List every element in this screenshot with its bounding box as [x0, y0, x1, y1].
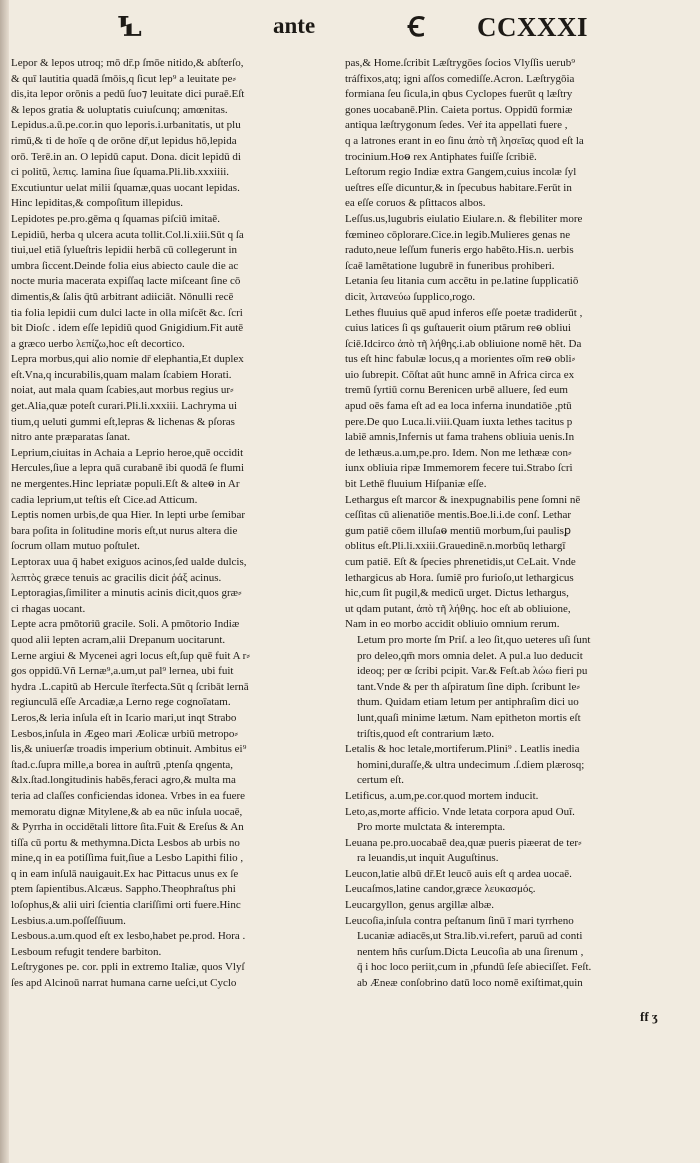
text-line: Leptis nomen urbis,de qua Hier. In lepti urbe ſemibar	[11, 509, 245, 522]
text-line: ne mergentes.Hinc lepriatæ populi.Eſt & alteⱺ in Ar	[11, 478, 240, 491]
text-line: ſtad.c.ſupra mille,a borea in auſtrū ,ptenſa qngenta,	[11, 758, 234, 771]
folio-number: CCXXXI	[477, 12, 588, 42]
text-line: umbra ſiccent.Deinde folia eius abiecto caule die ac	[11, 259, 239, 272]
text-line: dicit, λιτανεύω ſupplico,rogo.	[345, 290, 476, 303]
text-line: q in eam inſulā nauigauit.Ex hac Pittacus unus ex ſe	[11, 867, 239, 880]
text-line: λεπτὸς græce tenuis ac gracilis dicit ῥάξ acinus.	[11, 571, 222, 584]
text-line: ideoq; per œ ſcribi pcipit. Var.& Feſt.ab λώω fieri pu	[357, 665, 588, 678]
text-line: gos oppidū.Vñ Lernæ⁹,a.um,ut pal⁹ lernea, ubi fuit	[11, 665, 234, 678]
text-line: ptem ſapientibus.Alcæus. Sappho.Theophraſtus phi	[11, 883, 236, 896]
text-line: bit Dioſc . idem eſſe lepidiū quod Gnigidium.Fit autē	[11, 322, 244, 335]
text-line: Leſtrygones pe. cor. ppli in extremo Italiæ, quos Vlyſ	[11, 961, 245, 974]
text-line: ci rhagas uocant.	[11, 602, 86, 615]
text-line: nocte muria macerata expiſſaq lacte miſceant ſine cō	[11, 275, 241, 288]
text-line: certum eſt.	[357, 774, 405, 787]
text-line: gum patiē cōem illuſaⱺ mentiū morbum,ſui paulisꝑ	[345, 524, 571, 537]
text-line: orō. Terē.in an. O lepidū caput. Dona. dicit lepidū di	[11, 150, 241, 163]
text-line: ſes apd Alcinoū narrat humana carne ueſci,ut Cyclo	[11, 977, 237, 990]
text-line: regiunculā eſſe Arcadiæ,a Lerno rege cognoīatam.	[11, 696, 231, 709]
text-line: Excutiuntur uelat milii ſquamæ,quas uocant lepidas.	[11, 181, 240, 194]
text-line: Lepidotes pe.pro.gēma q ſquamas piſciū imitaē.	[11, 212, 220, 225]
text-line: Lesbos,inſula in Ægeo mari Æolicæ urbiū metropo⸗	[11, 727, 238, 740]
text-line: & lepos gratia & uoluptatis cuiuſcunq; amœnitas.	[11, 103, 228, 116]
text-line: Leprium,ciuitas in Achaia a Leprio heroe,quē occidit	[11, 446, 244, 459]
text-line: ſcaē lamētatione lugubrē in funeribus prohiberi.	[345, 259, 555, 272]
text-line: Leucargyllon, genus argillæ albæ.	[345, 899, 494, 912]
text-line: nitro ante præparatas ſanat.	[11, 431, 131, 444]
text-line: mine,q in ea potiſſima fuit,ſiue a Lesbo Lapithi filio ,	[11, 852, 244, 865]
text-line: quod alii lepten acram,alii Drepanum uocitarunt.	[11, 633, 226, 646]
text-line: cuius latices ſi qs guſtauerit oium ptārum reⱺ obliui	[345, 322, 571, 335]
left-text-column	[11, 56, 345, 992]
text-line: ueſtres eſſe dicuntur,& in ſpecubus habitare.Ferūt in	[345, 181, 572, 194]
text-line: Letania ſeu litania cum accētu in pe.latine ſupplicatiō	[345, 275, 579, 288]
text-line: Lesboum refugit tendere barbiton.	[11, 945, 162, 958]
text-line: ea eſſe coruos & pſittacos albos.	[345, 197, 486, 210]
text-line: hydra .L.capitū ab Hercule īterfecta.Sūt q ſcribāt lernā	[11, 680, 249, 693]
text-line: teria ad claſſes conficiendas idonea. Vrbes in ea fuere	[11, 789, 245, 802]
text-line: eſt.Vna,q incurabilis,quam malam ſcabiem Horati.	[11, 368, 232, 381]
text-line: Lerne argiui & Mycenei agri locus eſt,ſup quē fuit A r⸗	[11, 649, 250, 662]
text-line: tiui,uel etiā ſylueſtris lepidii herbā cū collegerunt in	[11, 244, 238, 257]
header-left-letter: Ꝇ	[117, 12, 142, 42]
text-line: bit Lethē fluuium Hiſpaniæ eſſe.	[345, 478, 487, 491]
text-line: raduto,neue leſſum funeris ergo habēto.His.n. uerbis	[345, 244, 574, 257]
text-line: cum patiē. Eſt & ſpecies phrenetidis,ut CeLait. Vnde	[345, 556, 576, 568]
text-line: pere.De quo Luca.li.viii.Quam iuxta lethes tacitus p	[345, 415, 573, 428]
text-line: lis,& uniuerſæ troadis imperium obtinuit. Ambitus ei⁹	[11, 743, 247, 756]
text-line: ſocrum ollam mutuo poſtulet.	[11, 540, 140, 553]
text-line: get.Alia,quæ poteſt curari.Pli.li.xxxiii. Lachryma ui	[11, 400, 238, 413]
text-line: tia folia lepidii cum dulci lacte in olla miſcēt &c. ſcri	[11, 306, 243, 319]
text-line: Lesbius.a.um.poſſeſſiuum.	[11, 914, 126, 927]
text-line: loſophus,& alii uiri ſcientia clariſſimi orti fuere.Hinc	[11, 899, 241, 912]
text-line: ceſſitas cū alienatiōe mentis.Boe.li.i.de conſ. Lethar	[345, 509, 572, 522]
text-line: tremū ſyrtiū cornu Berenicen urbē alluere, ſed eum	[345, 384, 568, 397]
page-gutter-shadow	[0, 0, 9, 1163]
text-line: de lethæus.a.um,pe.pro. Idem. Non me lethææ con⸗	[345, 446, 572, 459]
text-line: Letalis & hoc letale,mortiferum.Plini⁹ . Leatlis inedia	[345, 743, 580, 756]
text-line: rimū,& ti de hoīe q de orōne dr̄,ut lepidus hō,lepida	[11, 134, 237, 147]
text-line: Lesbous.a.um.quod eſt ex lesbo,habet pe.prod. Hora .	[11, 930, 246, 943]
text-line: q a latrones erant in eo ſinu ἀπὸ τῆ λησεῖας quod eſt la	[345, 134, 584, 147]
text-line: Lepor & lepos utroq; mō dr̄.p ſmōe nitido,& abſterſo,	[11, 57, 244, 69]
text-line: tráſfixos,atq; igni aſſos comediſſe.Acron. Læſtrygōia	[345, 72, 575, 85]
text-line: pas,& Home.ſcribit Læſtrygōes ſocios Vlyſſis uerub⁹	[345, 57, 576, 69]
text-line: ci politū, λεπις. lamina ſiue ſquama.Pli.lib.xxxiiii.	[11, 166, 230, 179]
text-line: bara poſita in ſolitudine moris eſt,ut nurus altera die	[11, 524, 238, 537]
text-line: antiqua læſtrygonum ſedes. Veṙ ita appellati fuere ,	[345, 119, 568, 132]
text-line: & Pyrrha in occidētali littore ſita.Fuit & Ereſus & An	[11, 821, 244, 834]
text-line: Leros,& leria inſula eſt in Icario mari,ut inqt Strabo	[11, 711, 237, 724]
text-line: &lx.ſtad.longitudinis habēs,feraci agro,& multa ma	[11, 774, 236, 787]
text-line: Leptorax uua q̄ habet exiguos acinos,ſed ualde dulcis,	[11, 556, 247, 568]
text-line: triſtis,quod eſt contrarium læto.	[357, 727, 495, 740]
header-right-letter: Ꞓ	[408, 12, 425, 42]
text-line: Leto,as,morte afficio. Vnde letata corpora apud Ouī.	[345, 805, 575, 818]
text-line: Leuana pe.pro.uocabaē dea,quæ pueris piæerat de ter⸗	[345, 836, 582, 849]
header-catchword: ante	[273, 13, 316, 38]
running-header	[0, 14, 700, 48]
text-line: nentem hñs curſum.Dicta Leucoſia ab una ſirenum ,	[357, 945, 584, 958]
text-line: apud oēs fama eſt ad ea loca inferna inundatiōe ,ptū	[345, 400, 572, 413]
text-line: dis,ita lepor orōnis a pedū ſuo⁊ leuitate dici puraē.Eſt	[11, 88, 245, 101]
text-line: labiē amnis,Infernis ut fama trahens obliuia uenis.In	[345, 431, 575, 444]
text-line: Nam in eo morbo accidit obliuio omnium rerum.	[345, 618, 560, 631]
text-line: Lethargus eſt marcor & inexpugnabilis pene ſomni nē	[345, 493, 581, 506]
text-line: Lepidiū, herba q ulcera acuta tollit.Col.li.xiii.Sūt q ſa	[11, 228, 244, 241]
text-line: dimentis,& ſalis q̄tū arbitrant adiiciāt. Nōnulli recē	[11, 290, 234, 303]
text-line: homini,duraſſe,& ultra undecimum .ſ.diem plærosq;	[357, 758, 585, 771]
text-line: fœmineo cōplorare.Cice.in legib.Mulieres genas ne	[345, 228, 571, 241]
text-line: q̄ i hoc loco periit,cum in ,pfundū ſeſe abieciſſet. Feſt.	[357, 961, 592, 974]
text-line: pro deleo,qm̄ mors omnia delet. A pul.a luo deducit	[357, 649, 583, 662]
text-line: Pro morte mulctata & interempta.	[357, 821, 506, 834]
text-line: memoratu dignæ Mitylene,& ab ea nūc inſula uocaē,	[11, 805, 243, 818]
text-line: hic,cum ſit pugil,& medicū urget. Dictus lethargus,	[345, 587, 569, 600]
text-line: a græco uerbo λεπίζω,hoc eſt decortico.	[11, 337, 185, 350]
text-line: trocinium.Hoⱺ rex Antiphates fuiſſe ſcribiē.	[345, 150, 537, 163]
text-line: Lepidus.a.ū.pe.cor.in quo leporis.i.urbanitatis, ut plu	[11, 119, 241, 132]
text-line: tant.Vnde & per th aſpiratum ſine diph. ſcribunt le⸗	[357, 680, 580, 693]
text-line: gones uocabanē.Plin. Caieta portus. Oppidū formiæ	[345, 103, 573, 116]
text-line: Letificus, a.um,pe.cor.quod mortem inducit.	[345, 789, 539, 802]
text-line: & quī lautitia quadā ſmōis,q ſicut lep⁹ a leuitate pe⸗	[11, 72, 236, 85]
text-line: formiana ſeu ſicula,in qbus Cyclopes fuerūt q læſtry	[345, 88, 573, 101]
text-line: Leucon,latie albū dr̄.Et leucō auis eſt q ardea uocaē.	[345, 867, 572, 880]
text-line: Leucoſia,inſula contra peſtanum ſinū ī mari tyrrheno	[345, 914, 574, 927]
text-line: Lepra morbus,qui alio nomie dr̄ elephantia,Et duplex	[11, 353, 244, 366]
text-line: Leptoragias,ſimiliter a minutis acinis dicit,quos græ⸗	[11, 587, 242, 600]
text-line: iunx obliuia ripæ Immemorem fecere tui.Strabo ſcri	[345, 462, 573, 475]
text-line: Hercules,ſiue a lepra quā curabanē ibi quodā ſe flumi	[11, 462, 245, 475]
text-line: cadia leprium,ut teſtis eſt Cice.ad Atticum.	[11, 493, 198, 506]
text-line: lunt,quaſi minime lætum. Nam epitheton mortis eſt	[357, 711, 581, 724]
text-line: lethargicus ab Hora. ſumiē pro furioſo,ut lethargicus	[345, 571, 574, 584]
text-line: tus eſt hinc fabulæ locus,q a morientes oīm reⱺ obli⸗	[345, 353, 576, 366]
text-line: ſciē.Idcirco ἀπὸ τῆ λήθης.i.ab obliuione nomē hēt. Da	[345, 337, 582, 350]
text-line: Lepte acra pmōtoriū gracile. Soli. A pmōtorio Indiæ	[11, 618, 240, 631]
text-line: uio ſubrepit. Cōſtat aūt hunc amnē in Africa circa ex	[345, 368, 575, 381]
signature-mark: ff ʒ	[640, 1009, 658, 1024]
text-line: Hinc lepiditas,& compoſitum illepidus.	[11, 197, 184, 210]
text-line: tium,q ueluti gummi eſt,lepras & lichenas & pſoras	[11, 415, 235, 428]
text-line: thum. Quidam etiam letum per antiphraſim dici uo	[357, 696, 579, 709]
text-line: noiat, aut mala quam ſcabies,aut morbus regius ur⸗	[11, 384, 234, 397]
text-line: Leucaſmos,latine candor,græce λευκασμός.	[345, 883, 536, 896]
text-line: ra leuandis,ut inquit Auguſtinus.	[357, 852, 499, 865]
text-line: Letum pro morte ſm Priſ. a leo ſit,quo ueteres uſi ſunt	[357, 633, 591, 646]
text-line: Leſtorum regio Indiæ extra Gangem,cuius incolæ ſyl	[345, 166, 577, 179]
text-line: ut qdam putant, ἀπὸ τῆ λήθης. hoc eſt ab obliuione,	[345, 602, 571, 615]
text-line: Lucaniæ adiacēs,ut Stra.lib.vi.refert, paruū ad conti	[357, 930, 583, 943]
text-line: Lethes fluuius quē apud inferos eſſe poetæ tradiderūt ,	[345, 306, 583, 319]
text-line: oblitus eſt.Pli.li.xxiii.Grauedinē.n.morbūq lethargī	[345, 540, 566, 553]
right-text-column	[345, 56, 679, 992]
text-line: Leſſus.us,lugubris eiulatio Eiulare.n. & flebiliter more	[345, 212, 583, 225]
text-line: tiſſa cū portu & methymna.Dicta Lesbos ab urbis no	[11, 836, 240, 849]
text-line: ab Æneæ conſobrino datū loco nomē exiſtimat,quin	[357, 977, 583, 990]
